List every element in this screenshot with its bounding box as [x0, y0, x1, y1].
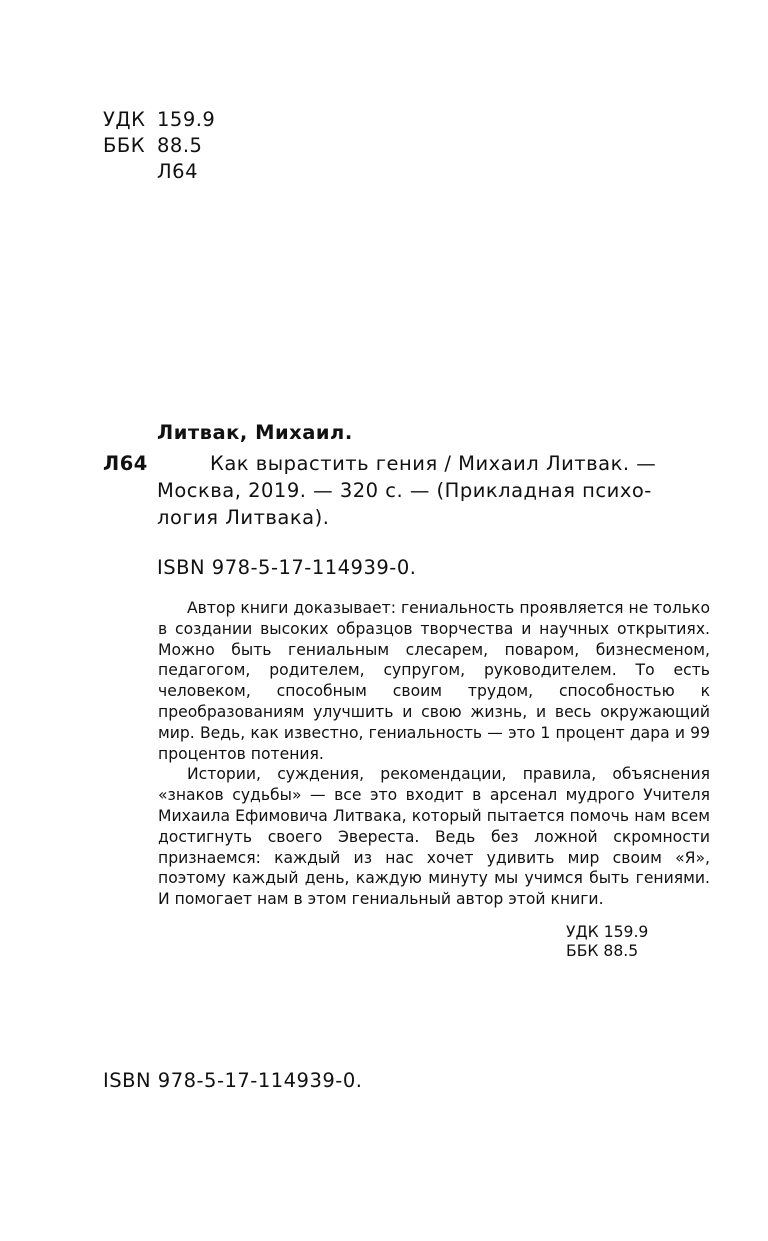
- author-mark-top: Л64: [157, 160, 198, 183]
- udk-line: [103, 106, 215, 134]
- footer-bbk: ББК 88.5: [566, 942, 639, 960]
- bbk-value: 88.5: [157, 134, 203, 157]
- author-heading: Литвак, Михаил.: [157, 421, 353, 444]
- annotation-paragraph: Истории, суждения, рекомендации, правила, объяснения «знаков судьбы» — все это входит в арсенал мудрого Учителя Михаила Ефимовича Литвака, который пытается помочь нам всем достигнуть своего Эвереста. Ведь без ложной скромности признаемся: каждый из нас хочет удивить мир своим «Я», поэтому каждый день, каждую минуту мы учимся быть гениями. И помогает нам в этом гениальный автор этой книги.: [158, 765, 710, 909]
- footer-udk: УДК 159.9: [566, 923, 649, 941]
- annotation-paragraph: Автор книги доказывает: гениальность проявляется не только в создании высоких образцов творчества и научных открытиях. Можно быть гениальным слесарем, поваром, бизнесменом, педагогом, родителем, супругом, руководителем. То есть человеком, способным своим трудом, способностью к преобразованиям улучшить и свою жизнь, и весь окружающий мир. Ведь, как известно, гениальность — это 1 процент дара и 99 процентов потения.: [158, 599, 710, 763]
- udk-label: УДК: [103, 108, 146, 131]
- udk-value: 159.9: [157, 108, 216, 131]
- bib-line-2: Москва, 2019. — 320 с. — (Прикладная психо-: [157, 479, 652, 502]
- bbk-line: [103, 132, 202, 160]
- annotation: [158, 598, 710, 910]
- bib-line-1: Как вырастить гения / Михаил Литвак. —: [210, 452, 657, 475]
- isbn-line: ISBN 978-5-17-114939-0.: [157, 556, 417, 579]
- bottom-isbn: ISBN 978-5-17-114939-0.: [103, 1069, 363, 1092]
- bbk-label: ББК: [103, 134, 146, 157]
- bib-line-3: логия Литвака).: [157, 506, 330, 529]
- author-mark: Л64: [103, 452, 148, 475]
